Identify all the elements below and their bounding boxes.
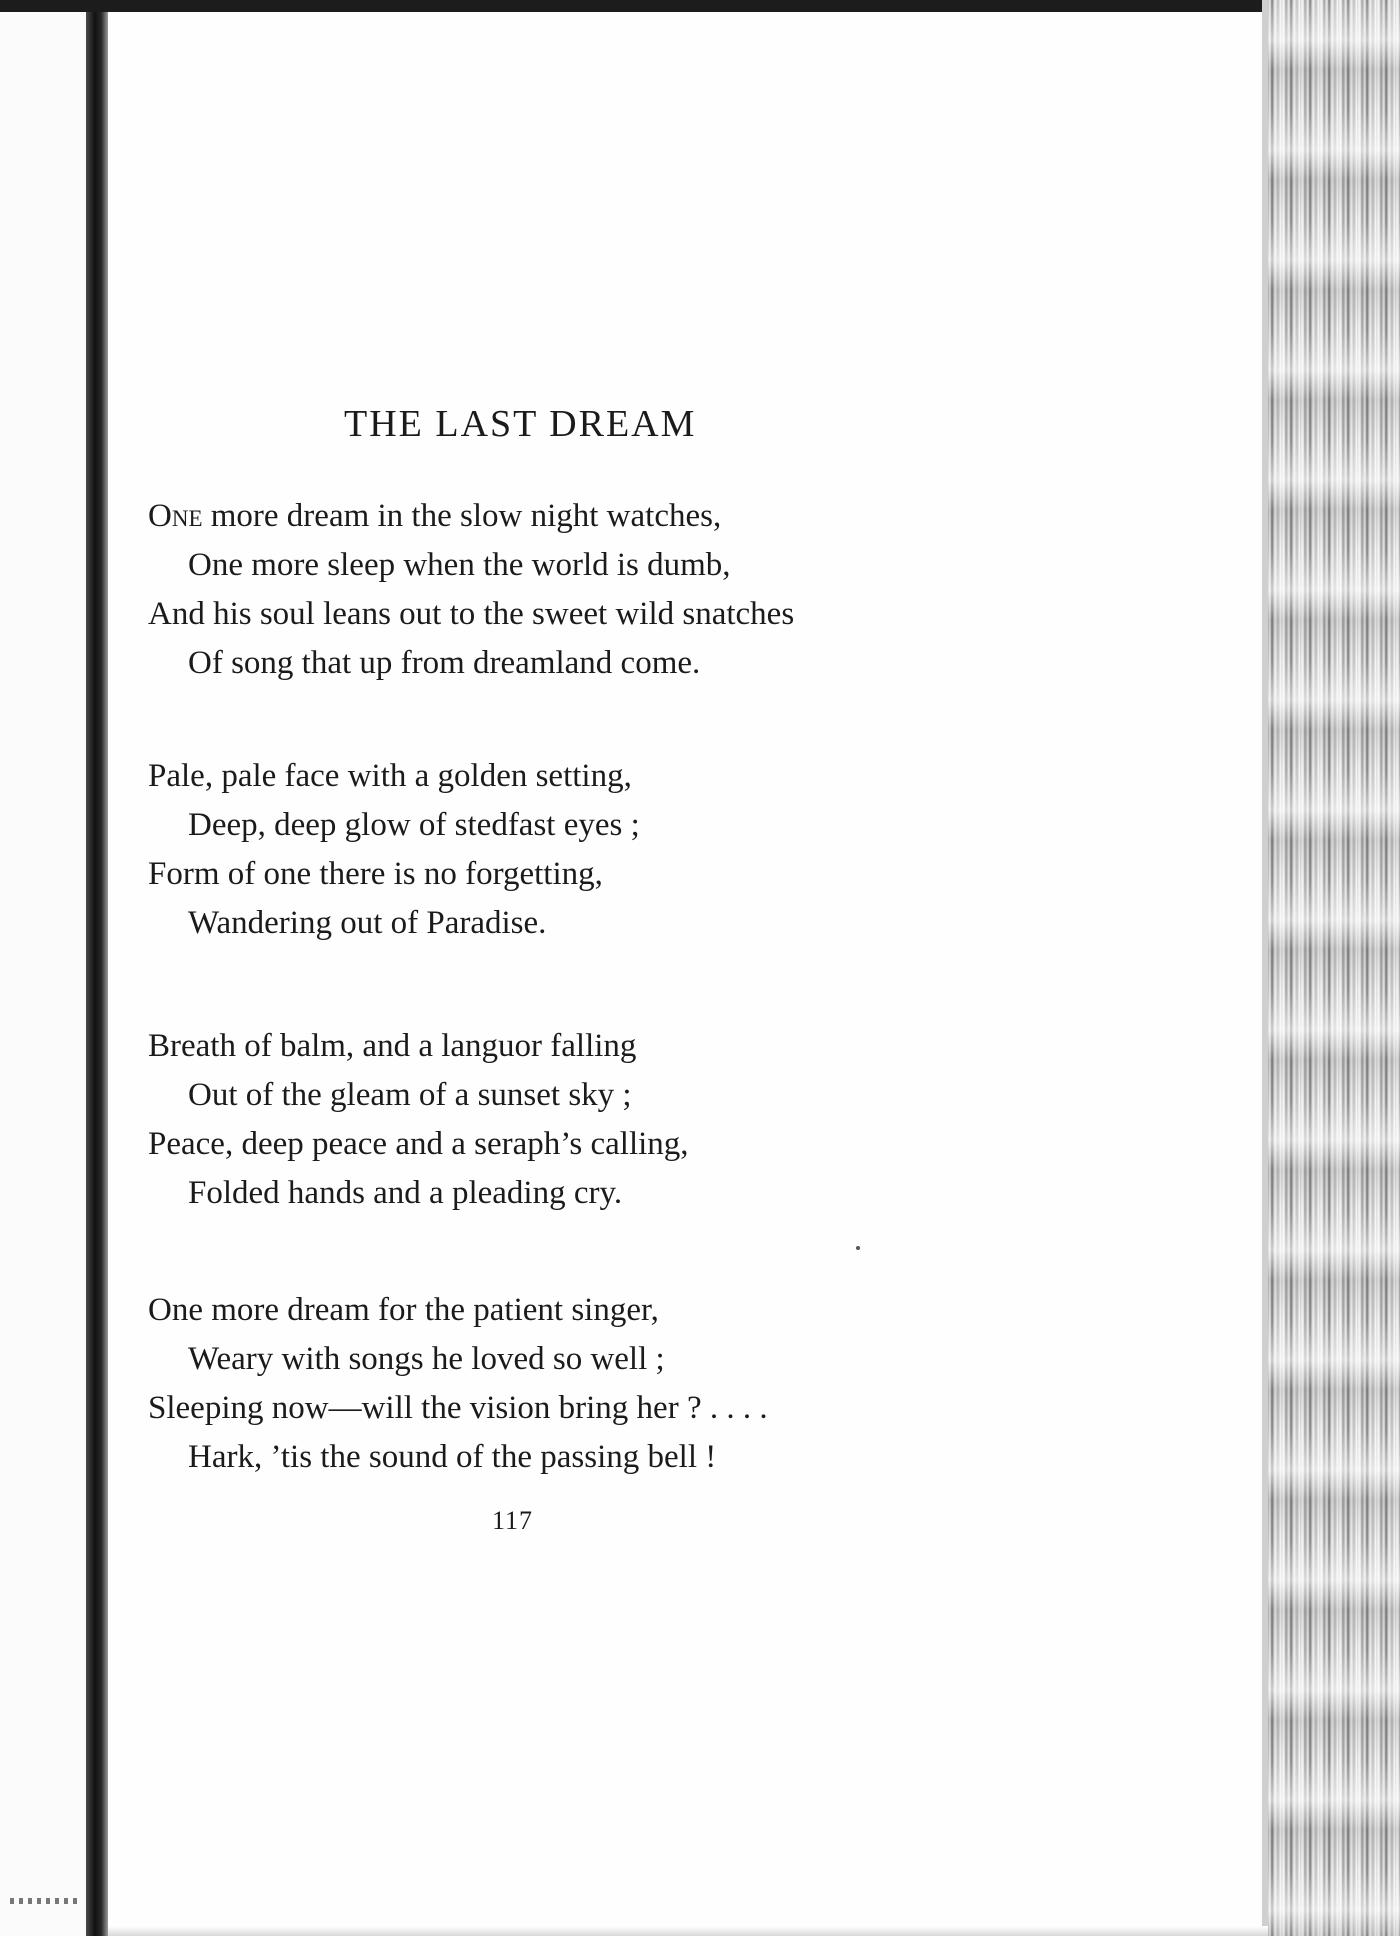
- poem-line: Wandering out of Paradise.: [188, 905, 547, 941]
- corner-mark: [10, 1898, 80, 1904]
- poem-line: Peace, deep peace and a seraph’s calling,: [148, 1126, 689, 1162]
- line-text: more dream in the slow night watches,: [202, 498, 722, 534]
- book-gutter: [86, 0, 108, 1936]
- poem-line: Hark, ’tis the sound of the passing bell !: [188, 1439, 717, 1475]
- stanza-3: [148, 1022, 968, 1218]
- stanza-4: [148, 1286, 968, 1482]
- poem-line: Out of the gleam of a sunset sky ;: [188, 1077, 632, 1113]
- poem-line: Pale, pale face with a golden setting,: [148, 758, 632, 794]
- poem-line: Weary with songs he loved so well ;: [188, 1341, 665, 1377]
- stanza-1: [148, 492, 968, 688]
- page-edges: [1262, 0, 1400, 1936]
- poem-line: Folded hands and a pleading cry.: [188, 1175, 623, 1211]
- stanza-2: [148, 752, 968, 948]
- poem-line: Of song that up from dreamland come.: [188, 645, 701, 681]
- poem-line: Form of one there is no forgetting,: [148, 856, 603, 892]
- poem-line: [148, 492, 968, 541]
- poem-title: THE LAST DREAM: [344, 403, 697, 445]
- ink-speck: [856, 1246, 860, 1250]
- page-number: 117: [492, 1506, 534, 1535]
- top-edge: [0, 0, 1400, 12]
- poem-line: And his soul leans out to the sweet wild snatches: [148, 596, 795, 632]
- poem-line: Sleeping now—will the vision bring her ? . . . .: [148, 1390, 768, 1426]
- bottom-shadow: [108, 1926, 1268, 1936]
- page: [108, 12, 1268, 1926]
- poem-line: Breath of balm, and a languor falling: [148, 1028, 637, 1064]
- poem-line: Deep, deep glow of stedfast eyes ;: [188, 807, 640, 843]
- left-page-edge: [0, 0, 88, 1936]
- poem-line: One more dream for the patient singer,: [148, 1292, 659, 1328]
- drop-word: One: [148, 498, 203, 534]
- poem-line: One more sleep when the world is dumb,: [188, 547, 731, 583]
